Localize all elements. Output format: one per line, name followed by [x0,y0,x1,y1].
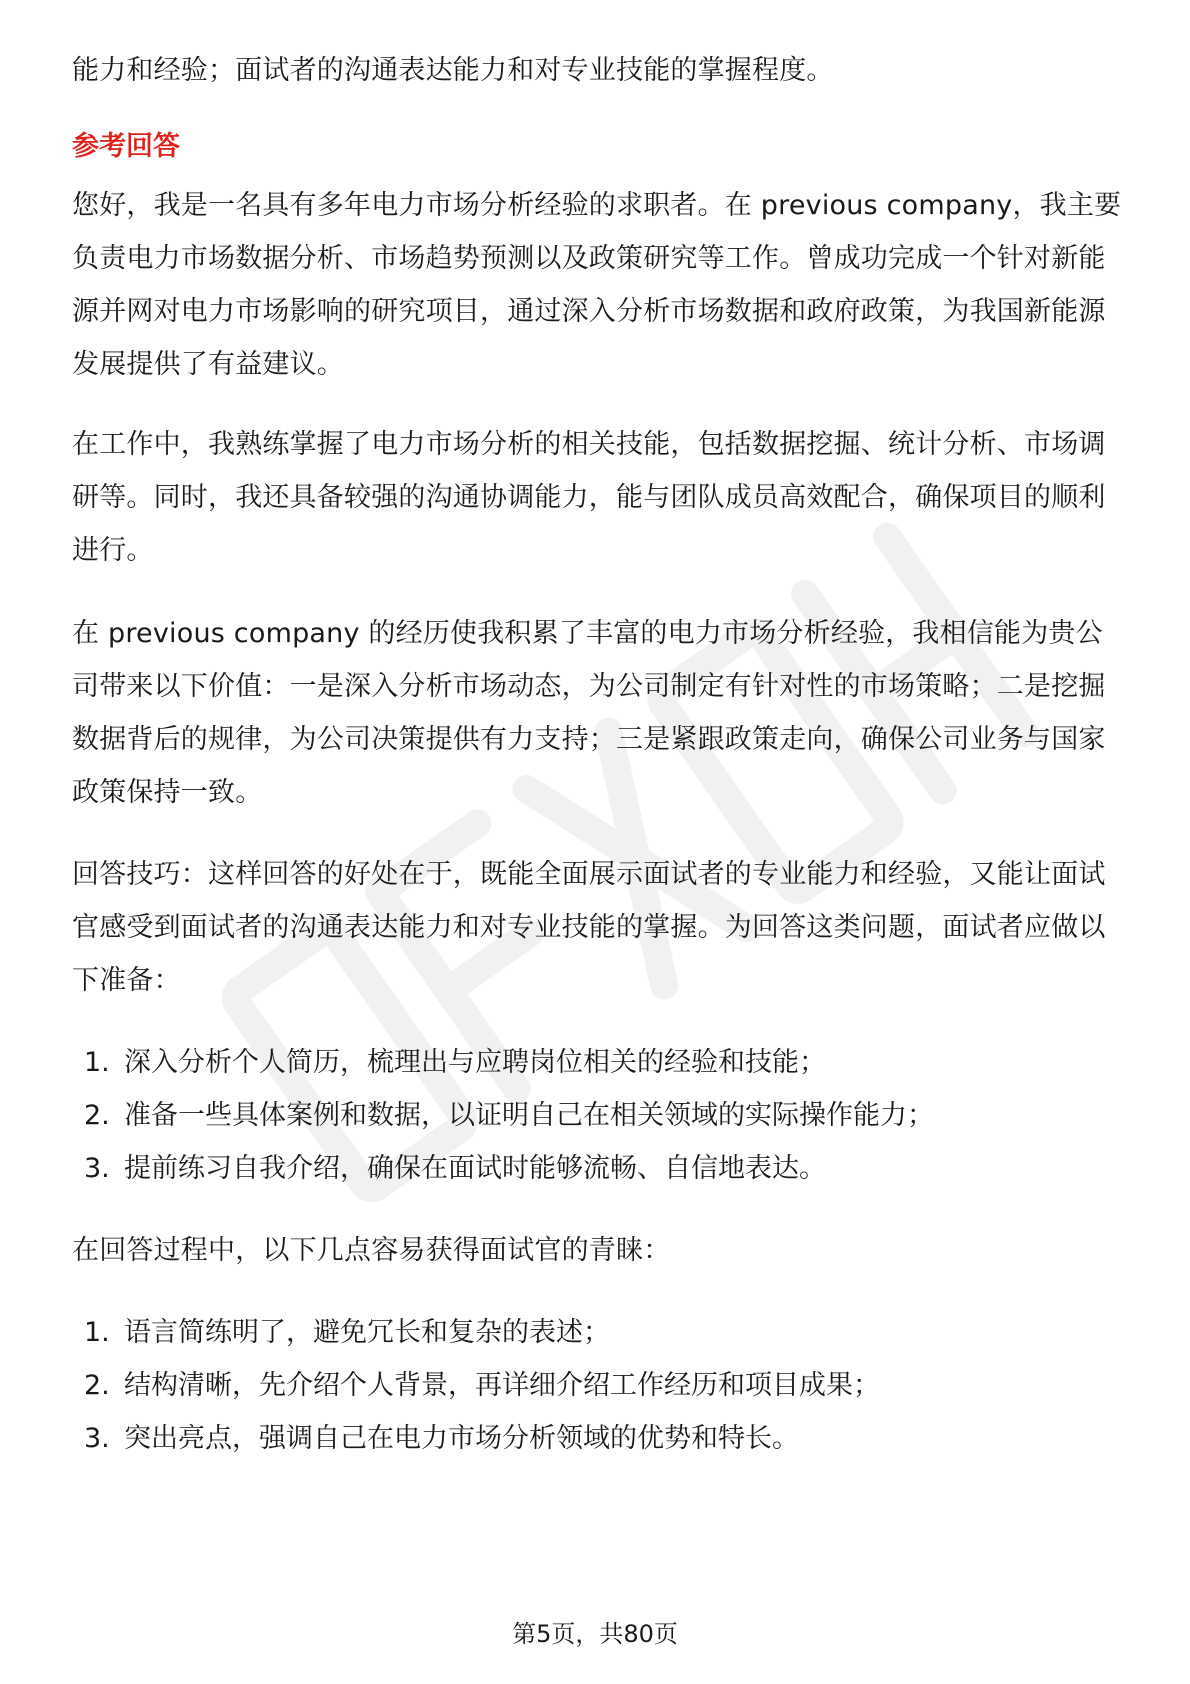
paragraph-1 [72,179,1122,391]
paragraph-text: 在 previous company 的经历使我积累了丰富的电力市场分析经验，我相信能为贵公司带来以下价值：一是深入分析市场动态，为公司制定有针对性的市场策略；二是挖掘数据背后的规律，为公司决策提供有力支持；三是紧跟政策走向，确保公司业务与国家政策保持一致。 [72,618,1106,808]
paragraph-text: 回答技巧：这样回答的好处在于，既能全面展示面试者的专业能力和经验，又能让面试官感受到面试者的沟通表达能力和对专业技能的掌握。为回答这类问题，面试者应做以下准备： [72,859,1106,996]
section-heading: 参考回答 [72,131,180,162]
list-item-text: 突出亮点，强调自己在电力市场分析领域的优势和特长。 [124,1423,799,1454]
list-item [84,1036,1114,1089]
page-footer: 第5页，共80页 [512,1620,678,1648]
paragraph-5 [72,1224,1122,1277]
list-number: 3. [84,1153,110,1184]
list-item-text: 提前练习自我介绍，确保在面试时能够流畅、自信地表达。 [124,1153,826,1184]
list-number: 1. [84,1317,110,1348]
top-line-text: 能力和经验；面试者的沟通表达能力和对专业技能的掌握程度。 [72,55,834,86]
list-item-text: 准备一些具体案例和数据，以证明自己在相关领域的实际操作能力； [124,1100,934,1131]
list-number: 2. [84,1100,110,1131]
list-number: 1. [84,1047,110,1078]
list-item-text: 语言简练明了，避免冗长和复杂的表述； [124,1317,610,1348]
paragraph-4 [72,848,1122,1007]
list-item [84,1306,1114,1359]
list-item-text: 结构清晰，先介绍个人背景，再详细介绍工作经历和项目成果； [124,1370,880,1401]
paragraph-text: 在回答过程中，以下几点容易获得面试官的青睐： [72,1235,671,1266]
paragraph-2 [72,418,1122,577]
list-item [84,1412,1114,1465]
list-item [84,1359,1114,1412]
list-item [84,1089,1114,1142]
list-number: 3. [84,1423,110,1454]
list-item-text: 深入分析个人简历，梳理出与应聘岗位相关的经验和技能； [124,1047,826,1078]
list-number: 2. [84,1370,110,1401]
paragraph-text: 您好，我是一名具有多年电力市场分析经验的求职者。在 previous company，我主要负责电力市场数据分析、市场趋势预测以及政策研究等工作。曾成功完成一个针对新能源并网对电力市场影响的研究项目，通过深入分析市场数据和政府政策，为我国新能源发展提供了有益建议。 [72,190,1122,380]
paragraph-text: 在工作中，我熟练掌握了电力市场分析的相关技能，包括数据挖掘、统计分析、市场调研等。同时，我还具备较强的沟通协调能力，能与团队成员高效配合，确保项目的顺利进行。 [72,429,1106,566]
paragraph-3 [72,607,1122,819]
list-item [84,1142,1114,1195]
tips-list [84,1306,1114,1465]
preparation-list [84,1036,1114,1195]
